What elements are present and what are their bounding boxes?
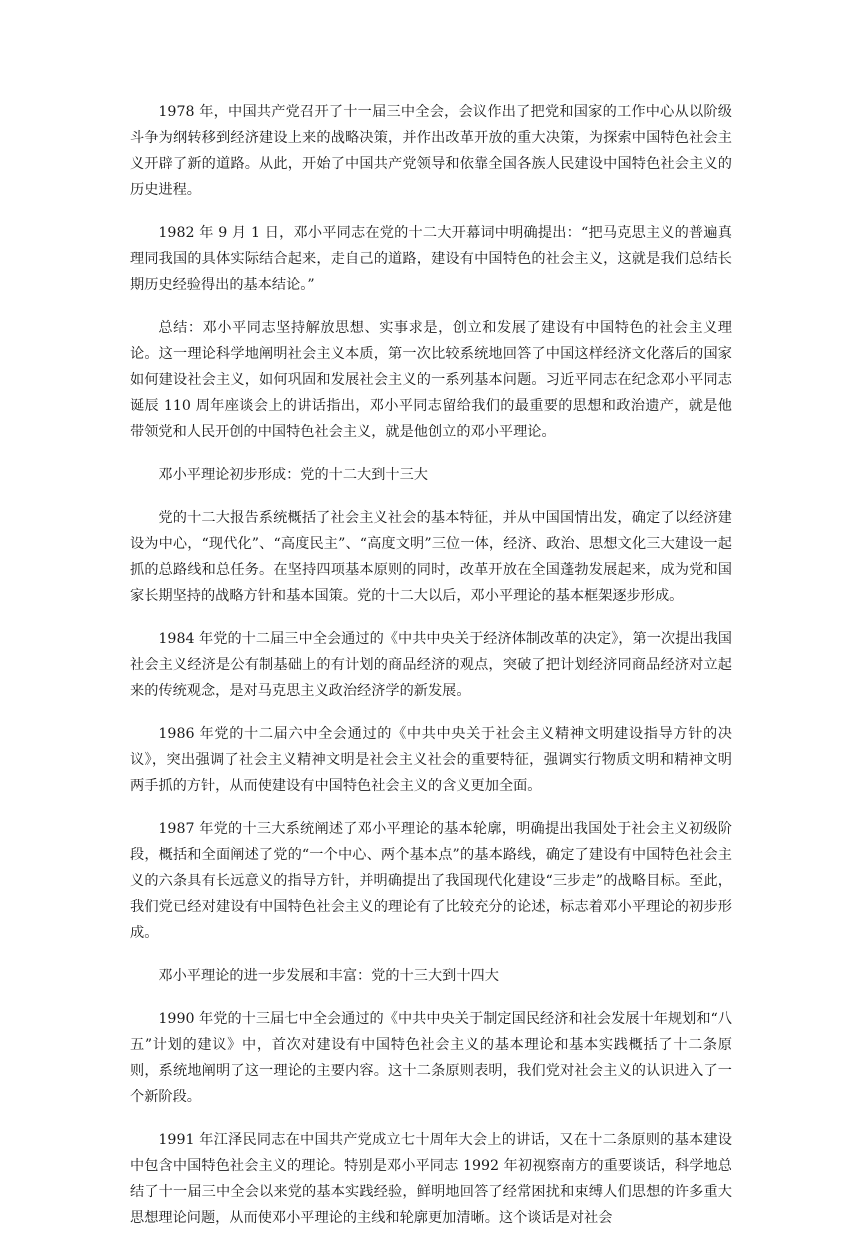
paragraph-1982-twelfth-congress: 1982 年 9 月 1 日，邓小平同志在党的十二大开幕词中明确提出：“把马克思主义的普遍真理同我国的具体实际结合起来，走自己的道路，建设有中国特色的社会主义，这就是我们总结长期历史经验得出的基本结论。” — [130, 225, 732, 293]
document-body — [130, 99, 732, 1248]
paragraph-twelfth-congress-report: 党的十二大报告系统概括了社会主义社会的基本特征，并从中国国情出发，确定了以经济建设为中心，“现代化”、“高度民主”、“高度文明”三位一体，经济、政治、思想文化三大建设一起抓的总路线和总任务。在坚持四项基本原则的同时，改革开放在全国蓬勃发展起来，成为党和国家长期坚持的战略方针和基本国策。党的十二大以后，邓小平理论的基本框架逐步形成。 — [130, 510, 732, 604]
paragraph-1987-thirteenth-congress: 1987 年党的十三大系统阐述了邓小平理论的基本轮廓，明确提出我国处于社会主义初级阶段，概括和全面阐述了党的“一个中心、两个基本点”的基本路线，确定了建设有中国特色社会主义的六条具有长远意义的指导方针，并明确提出了我国现代化建设“三步走”的战略目标。至此，我们党已经对建设有中国特色社会主义的理论有了比较充分的论述，标志着邓小平理论的初步形成。 — [130, 821, 732, 941]
paragraph-1984-economic-reform: 1984 年党的十二届三中全会通过的《中共中央关于经济体制改革的决定》，第一次提出我国社会主义经济是公有制基础上的有计划的商品经济的观点，突破了把计划经济同商品经济对立起来的传统观念，是对马克思主义政治经济学的新发展。 — [130, 631, 732, 699]
section-heading-further-development: 邓小平理论的进一步发展和丰富：党的十三大到十四大 — [158, 968, 499, 984]
paragraph-summary: 总结：邓小平同志坚持解放思想、实事求是，创立和发展了建设有中国特色的社会主义理论。这一理论科学地阐明社会主义本质，第一次比较系统地回答了中国这样经济文化落后的国家如何建设社会主义，如何巩固和发展社会主义的一系列基本问题。习近平同志在纪念邓小平同志诞辰 110 周年座谈会上的讲话指出，邓小平同志留给我们的最重要的思想和政治遗产，就是他带领党和人民开创的中国特色社会主义，就是他创立的邓小平理论。 — [130, 320, 732, 440]
paragraph-1991-seventieth-anniversary: 1991 年江泽民同志在中国共产党成立七十周年大会上的讲话，又在十二条原则的基本建设中包含中国特色社会主义的理论。特别是邓小平同志 1992 年初视察南方的重要谈话，科学地总结了十一届三中全会以来党的基本实践经验，鲜明地回答了经常困扰和束缚人们思想的许多重大思想理论问题，从而使邓小平理论的主线和轮廓更加清晰。这个谈话是对社会 — [130, 1132, 732, 1226]
paragraph-1978-third-plenum: 1978 年，中国共产党召开了十一届三中全会，会议作出了把党和国家的工作中心从以阶级斗争为纲转移到经济建设上来的战略决策，并作出改革开放的重大决策，为探索中国特色社会主义开辟了新的道路。从此，开始了中国共产党领导和依靠全国各族人民建设中国特色社会主义的历史进程。 — [130, 104, 732, 198]
paragraph-1986-spiritual-civilization: 1986 年党的十二届六中全会通过的《中共中央关于社会主义精神文明建设指导方针的决议》，突出强调了社会主义精神文明是社会主义社会的重要特征，强调实行物质文明和精神文明两手抓的方针，从而使建设有中国特色社会主义的含义更加全面。 — [130, 726, 732, 794]
section-heading-initial-formation: 邓小平理论初步形成：党的十二大到十三大 — [158, 467, 428, 483]
paragraph-1990-seventh-plenum: 1990 年党的十三届七中全会通过的《中共中央关于制定国民经济和社会发展十年规划和“八五”计划的建议》中，首次对建设有中国特色社会主义的基本理论和基本实践概括了十二条原则，系统地阐明了这一理论的主要内容。这十二条原则表明，我们党对社会主义的认识进入了一个新阶段。 — [130, 1011, 732, 1105]
